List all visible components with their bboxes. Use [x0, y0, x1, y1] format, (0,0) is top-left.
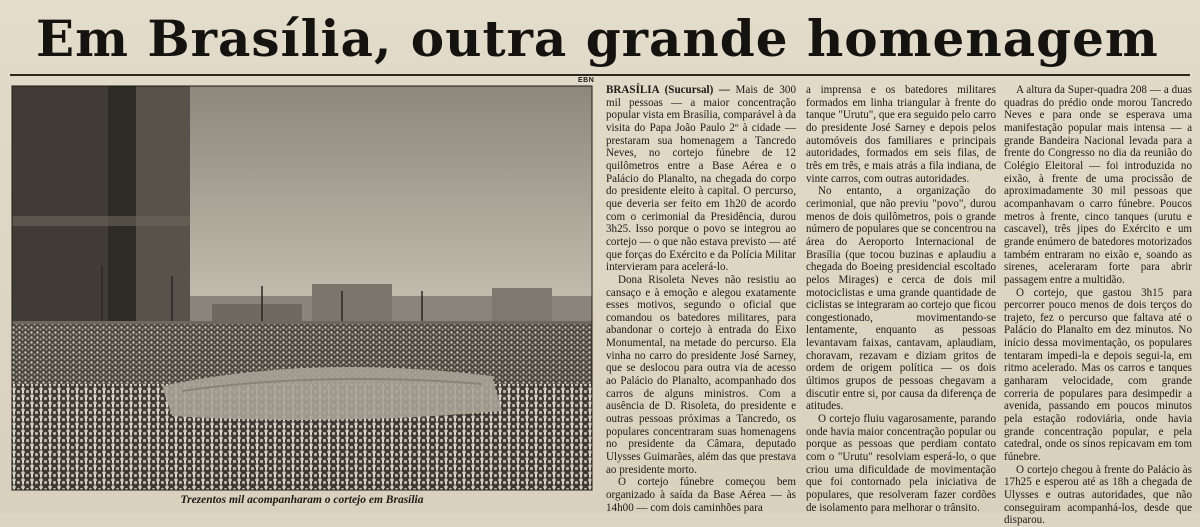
article-paragraph [806, 413, 996, 514]
headline: Em Brasília, outra grande homenagem [36, 9, 1159, 68]
headline-rule [10, 74, 1190, 76]
photo-caption: Trezentos mil acompanharam o cortejo em Brasília [180, 494, 424, 506]
article-paragraph [806, 84, 996, 185]
article-paragraph [806, 185, 996, 413]
paragraph-text: O cortejo chegou à frente do Palácio às 17h25 e esperou até as 18h a chegada de Ulysses e outras autoridades, que não conseguiram acompanhá-los, desde que disparou. [1004, 463, 1192, 527]
dateline: BRASÍLIA (Sucursal) — [606, 84, 730, 96]
article-paragraph [1004, 464, 1192, 527]
crowd-photo-image [12, 86, 592, 490]
photo-credit: EBN [578, 77, 595, 84]
paragraph-text: O cortejo fluiu vagarosamente, parando onde havia maior concentração popular ou porque as pessoas que perdiam contato com o "Urutu" resolviam esperá-lo, o que criou uma dificuldade de movimentação que foi contornado pela iniciativa de populares, que resolveram fazer cordões de isolamento para melhorar o trânsito. [806, 413, 996, 514]
article-column-1 [606, 84, 796, 514]
article-column-2 [806, 84, 996, 514]
article-paragraph [1004, 287, 1192, 464]
paragraph-text: O cortejo, que gastou 3h15 para percorrer pouco menos de dois terços do trajeto, fez o percurso que faltava até o Palácio do Planalto em dez minutos. No início dessa movimentação, os populares tentaram impedi-la e depois segui-la, em ritmo acelerado. Mas os carros e tanques ganharam velocidade, com grande correria de populares para desimpedir a avenida, passando em poucos minutos pela estação rodoviária, onde havia grande concentração popular, e pela catedral, onde os sinos repicavam em tom fúnebre. [1004, 286, 1192, 464]
paragraph-text: A altura da Super-quadra 208 — a duas quadras do prédio onde morou Tancredo Neves e para onde se esperava uma manifestação popular mais intensa — a grande Bandeira Nacional levada para a frente do Congresso no dia da reunião do Colégio Eleitoral — foi introduzida no eixão, à frente de uma procissão de aproximadamente 30 mil pessoas que acompanhavam o carro fúnebre. Poucos metros à frente, cinco tanques (urutu e cascavel), três jipes do Exército e um grande enúmero de batedores motorizados também entraram no eixão e, soando as sirenes, aceleraram forte para abrir passagem entre a multidão. [1004, 84, 1192, 286]
paragraph-text: O cortejo fúnebre começou bem organizado à saída da Base Aérea — às 14h00 — com dois caminhões para [606, 476, 796, 514]
article-paragraph [606, 84, 796, 274]
paragraph-text: No entanto, a organização do cerimonial, que não previu "povo", durou menos de dois quilômetros, pois o grande número de populares que se concentrou na área do Aeroporto Internacional de Brasília (que tocou buzinas e aplaudiu a chegada do Boeing presidencial escoltado pelos Mirages) e cerca de dois mil motociclistas e uma grande quantidade de ciclistas se integraram ao cortejo que ficou congestionado, movimentando-se lentamente, enquanto as pessoas levantavam faixas, cantavam, aplaudiam, choravam, rezavam e diziam gritos de ordem de origem política — os dois últimos grupos de pessoas chegavam a discutir entre si, por causa da diferença de atitudes. [806, 185, 996, 413]
paragraph-text: a imprensa e os batedores militares formados em linha triangular à frente do tanque "Urutu", que era seguido pelo carro do presidente José Sarney e depois pelos automóveis dos familiares e principais autoridades, formados em seis filas, de três em três, e mais atrás a fila indiana, de vinte carros, com outras autoridades. [806, 84, 996, 185]
crowd-photo [12, 86, 592, 490]
article-column-3 [1004, 84, 1192, 527]
paragraph-text: Dona Risoleta Neves não resistiu ao cansaço e à emoção e alegou exatamente esses motivos, segundo o oficial que comandou os batedores militares, para abandonar o cortejo à entrada do Eixo Monumental, na metade do percurso. Ela vinha no carro do presidente José Sarney, que se deslocou para outra via de acesso ao Palácio do Planalto, acompanhado dos carros de alguns ministros. Com a ausência de D. Risoleta, do presidente e outras pessoas próximas a Tancredo, os populares concentraram suas homenagens no presidente da Câmara, deputado Ulysses Guimarães, além das que prestava ao presidente morto. [606, 273, 796, 476]
article-paragraph [1004, 84, 1192, 287]
article-paragraph [606, 274, 796, 477]
paragraph-text: Mais de 300 mil pessoas — a maior concentração popular vista em Brasília, comparável à da visita do Papa João Paulo 2º à cidade — prestaram sua homenagem a Tancredo Neves, no cortejo fúnebre de 12 quilômetros entre a Base Aérea e o Palácio do Planalto, na chegada do corpo do presidente eleito à capital. O percurso, que deveria ser feito em 1h20 de acordo com o cerimonial da Presidência, durou 3h25. Isso porque o povo se integrou ao cortejo — o que não estava previsto — até que forças do Exército e da Polícia Militar intervieram para acelerá-lo. [606, 84, 796, 274]
article-paragraph [606, 476, 796, 514]
